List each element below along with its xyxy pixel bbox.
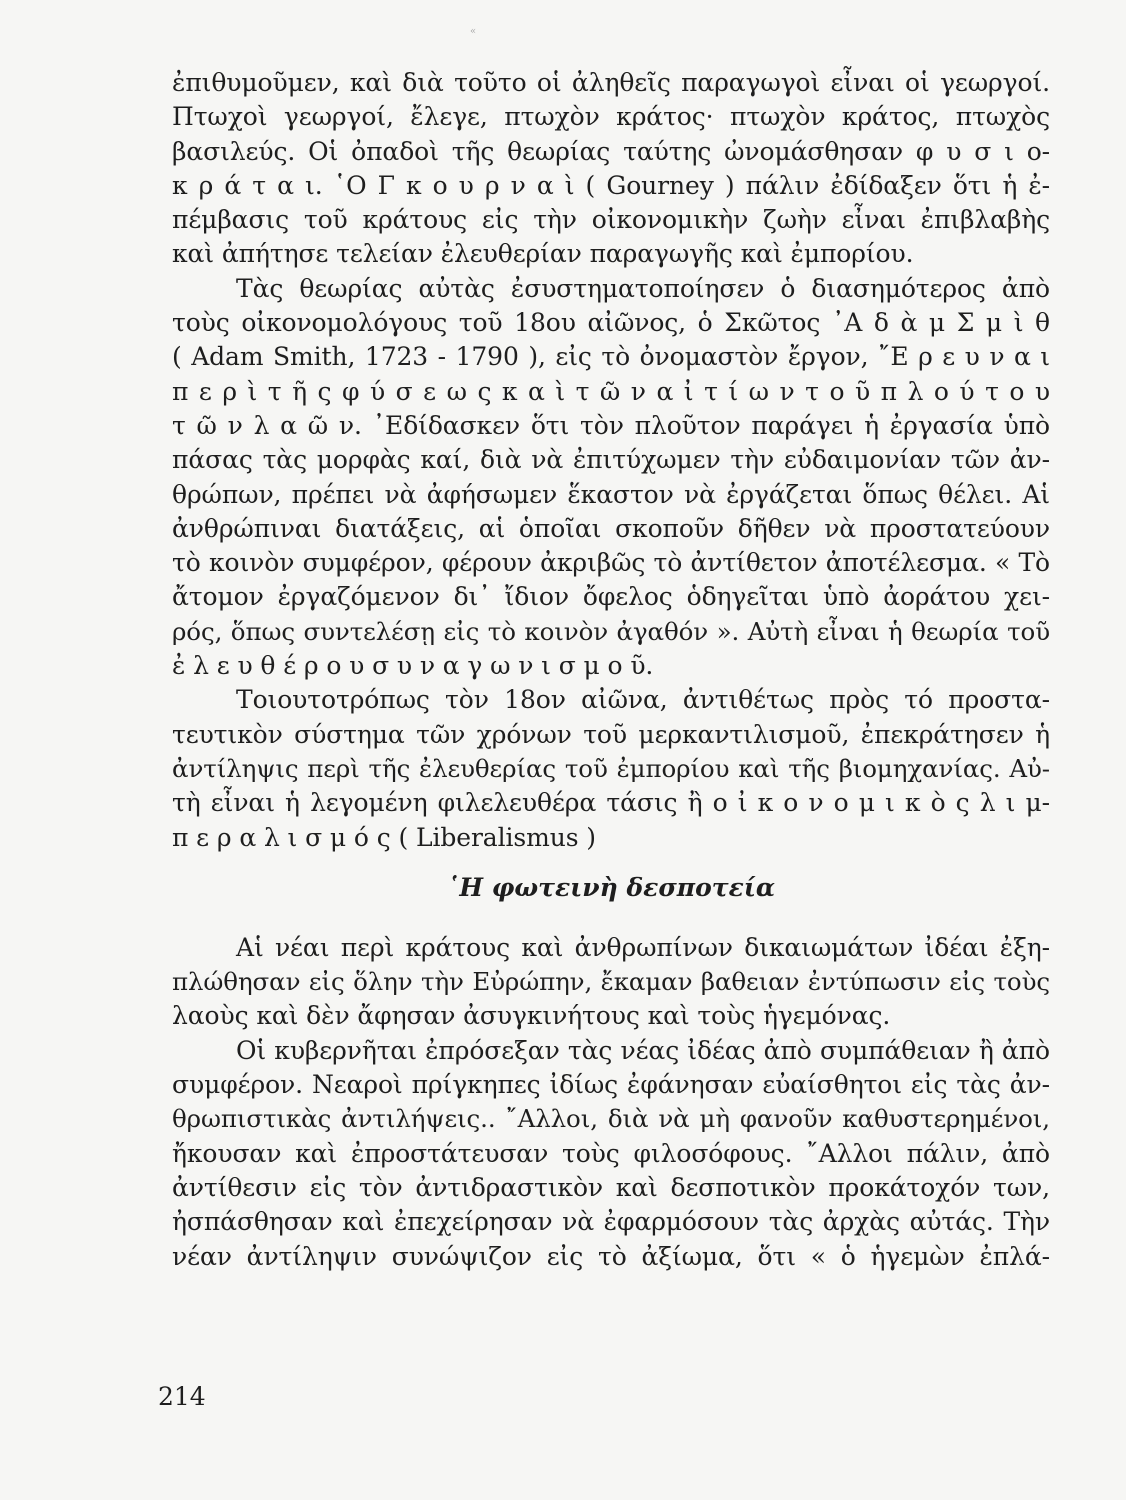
text-line: νέαν ἀντίληψιν συνώψιζον εἰς τὸ ἀξίωμα, ὅτι « ὁ ἡγεμὼν ἐπλά- <box>172 1241 1050 1271</box>
text-line: πάσας τὰς μορφὰς καί, διὰ νὰ ἐπιτύχωμεν τὴν εὐδαιμονίαν τῶν ἀν- <box>172 445 1050 475</box>
text-line: π ε ρ ὶ τ ῆ ς φ ύ σ ε ω ς κ α ὶ τ ῶ ν α ἰ τ ί ω ν τ ο ῦ π λ ο ύ τ ο υ <box>172 376 1050 406</box>
text-line: τευτικὸν σύστημα τῶν χρόνων τοῦ μερκαντιλισμοῦ, ἐπεκράτησεν ἡ <box>172 719 1050 749</box>
paragraph <box>172 66 1050 272</box>
page-body <box>172 66 1050 1274</box>
text-line: πλώθησαν εἰς ὅλην τὴν Εὐρώπην, ἔκαμαν βαθειαν ἐντύπωσιν εἰς τοὺς <box>172 967 1050 997</box>
text-line: λαοὺς καὶ δὲν ἄφησαν ἀσυγκινήτους καὶ τοὺς ἡγεμόνας. <box>172 1001 891 1031</box>
text-line: ( Adam Smith, 1723 - 1790 ), εἰς τὸ ὀνομαστὸν ἔργον, ῎Ε ρ ε υ ν α ι <box>172 342 1050 372</box>
text-line: π ε ρ α λ ι σ μ ό ς ( Liberalismus ) <box>172 822 596 852</box>
paragraph <box>172 931 1050 1034</box>
text-line: τὸ κοινὸν συμφέρον, φέρουν ἀκριβῶς τὸ ἀντίθετον ἀποτέλεσμα. « Τὸ <box>172 548 1050 578</box>
text-line: ἠσπάσθησαν καὶ ἐπεχείρησαν νὰ ἐφαρμόσουν τὰς ἀρχὰς αὐτάς. Τὴν <box>172 1207 1050 1237</box>
text-line: καὶ ἀπήτησε τελείαν ἐλευθερίαν παραγωγῆς καὶ ἐμπορίου. <box>172 239 914 269</box>
text-line: τοὺς οἰκονομολόγους τοῦ 18ου αἰῶνος, ὁ Σκῶτος ᾽Α δ ὰ μ Σ μ ὶ θ <box>172 308 1050 338</box>
text-line: κ ρ ά τ α ι. ῾Ο Γ κ ο υ ρ ν α ὶ ( Gourney ) πάλιν ἐδίδαξεν ὅτι ἡ ἐ- <box>172 170 1050 200</box>
text-line: ἄτομον ἐργαζόμενον δι᾽ ἴδιον ὄφελος ὁδηγεῖται ὑπὸ ἀοράτου χει- <box>172 582 1050 612</box>
text-line: ρός, ὅπως συντελέσῃ εἰς τὸ κοινὸν ἀγαθόν ». Αὐτὴ εἶναι ἡ θεωρία τοῦ <box>172 616 1050 646</box>
text-line: βασιλεύς. Οἱ ὀπαδοὶ τῆς θεωρίας ταύτης ὠνομάσθησαν φ υ σ ι ο- <box>172 136 1050 166</box>
paragraph <box>172 272 1050 684</box>
text-line: ἀντίληψις περὶ τῆς ἐλευθερίας τοῦ ἐμπορίου καὶ τῆς βιομηχανίας. Αὐ- <box>172 753 1050 783</box>
text-line: ἀνθρώπιναι διατάξεις, αἱ ὁποῖαι σκοποῦν δῆθεν νὰ προστατεύουν <box>172 513 1050 543</box>
text-line: τ ῶ ν λ α ῶ ν. ᾽Εδίδασκεν ὅτι τὸν πλοῦτον παράγει ἡ ἐργασία ὑπὸ <box>172 410 1050 440</box>
text-line: τὴ εἶναι ἡ λεγομένη φιλελευθέρα τάσις ἢ ο ἰ κ ο ν ο μ ι κ ὸ ς λ ι μ- <box>172 788 1050 818</box>
text-line: ἐπιθυμοῦμεν, καὶ διὰ τοῦτο οἱ ἀληθεῖς παραγωγοὶ εἶναι οἱ γεωργοί. <box>172 68 1050 97</box>
paragraph <box>172 1034 1050 1274</box>
page-number: 214 <box>158 1382 206 1411</box>
text-line: ἀντίθεσιν εἰς τὸν ἀντιδραστικὸν καὶ δεσποτικὸν προκάτοχόν των, <box>172 1172 1050 1202</box>
text-line: Τὰς θεωρίας αὐτὰς ἐσυστηματοποίησεν ὁ διασημότερος ἀπὸ <box>236 273 1050 303</box>
text-line: Τοιουτοτρόπως τὸν 18ον αἰῶνα, ἀντιθέτως πρὸς τό προστα- <box>236 685 1050 715</box>
text-line: Πτωχοὶ γεωργοί, ἔλεγε, πτωχὸν κράτος· πτωχὸν κράτος, πτωχὸς <box>172 102 1050 132</box>
top-mark: « <box>470 26 477 37</box>
text-line: Οἱ κυβερνῆται ἐπρόσεξαν τὰς νέας ἰδέας ἀπὸ συμπάθειαν ἢ ἀπὸ <box>236 1035 1050 1065</box>
text-line: ἐ λ ε υ θ έ ρ ο υ σ υ ν α γ ω ν ι σ μ ο ῦ. <box>172 651 654 681</box>
text-line: Αἱ νέαι περὶ κράτους καὶ ἀνθρωπίνων δικαιωμάτων ἰδέαι ἐξη- <box>236 932 1050 962</box>
text-line: ἤκουσαν καὶ ἐπροστάτευσαν τοὺς φιλοσόφους. ῎Αλλοι πάλιν, ἀπὸ <box>172 1138 1050 1168</box>
section-heading: ῾Η φωτεινὴ δεσποτεία <box>446 872 776 902</box>
text-line: θρωπιστικὰς ἀντιλήψεις.. ῎Αλλοι, διὰ νὰ μὴ φανοῦν καθυστερημένοι, <box>172 1104 1050 1134</box>
paragraph <box>172 683 1050 854</box>
text-line: συμφέρον. Νεαροὶ πρίγκηπες ἰδίως ἐφάνησαν εὐαίσθητοι εἰς τὰς ἀν- <box>172 1070 1050 1100</box>
text-line: θρώπων, πρέπει νὰ ἀφήσωμεν ἕκαστον νὰ ἐργάζεται ὅπως θέλει. Αἱ <box>172 479 1050 509</box>
text-line: πέμβασις τοῦ κράτους εἰς τὴν οἰκονομικὴν ζωὴν εἶναι ἐπιβλαβὴς <box>172 205 1050 235</box>
